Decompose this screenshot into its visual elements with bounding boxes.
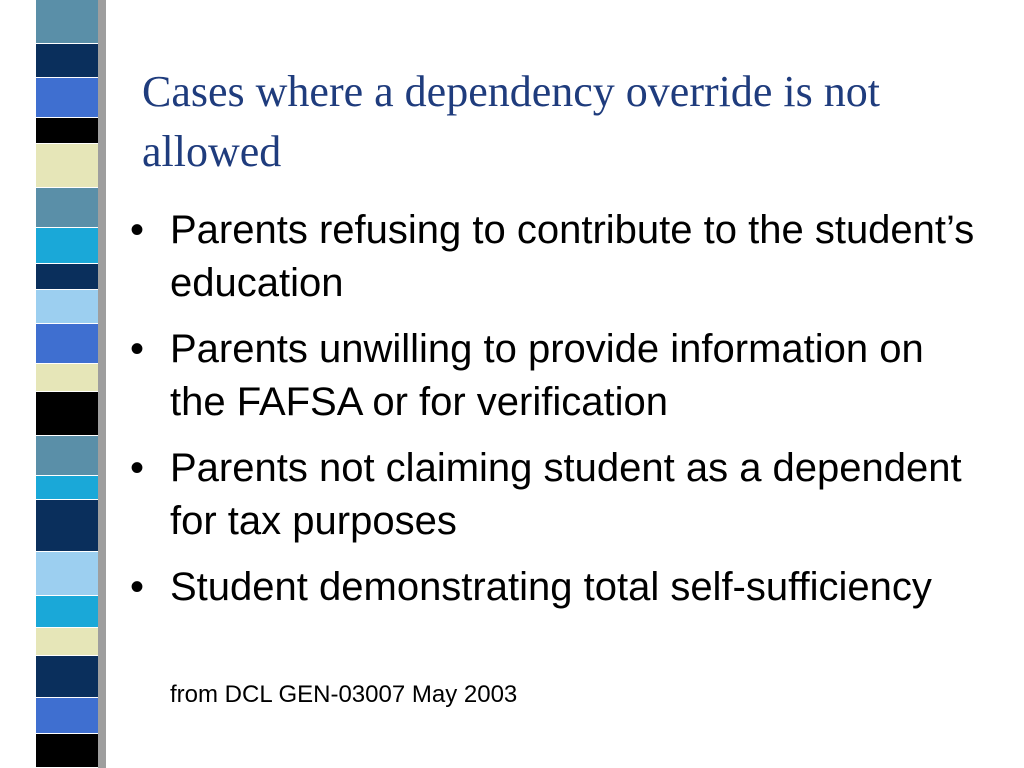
stripe-block <box>36 476 98 500</box>
stripe-block <box>36 628 98 656</box>
stripe-block <box>36 78 98 118</box>
bullet-item <box>128 561 978 614</box>
stripe-block <box>36 364 98 392</box>
stripe-block <box>36 552 98 596</box>
stripe-block <box>36 228 98 264</box>
bullet-text: Parents refusing to contribute to the student’s education <box>170 208 975 305</box>
stripe-block <box>36 44 98 78</box>
stripe-block <box>36 290 98 324</box>
bullet-list <box>128 204 978 627</box>
stripe-block <box>36 500 98 552</box>
bullet-text: Student demonstrating total self-sufficiency <box>170 565 932 609</box>
stripe-block <box>36 118 98 144</box>
decorative-stripe <box>36 0 98 768</box>
bullet-dot-icon: • <box>130 327 145 371</box>
bullet-dot-icon: • <box>130 565 145 609</box>
bullet-item <box>128 204 978 310</box>
source-note: from DCL GEN-03007 May 2003 <box>170 681 518 708</box>
bullet-text: Parents not claiming student as a dependent for tax purposes <box>170 446 962 543</box>
bullet-item <box>128 442 978 548</box>
stripe-block <box>36 436 98 476</box>
stripe-block <box>36 188 98 228</box>
stripe-block <box>36 734 98 768</box>
bullet-dot-icon: • <box>130 208 145 252</box>
stripe-block <box>36 264 98 290</box>
stripe-block <box>36 698 98 734</box>
stripe-block <box>36 0 98 44</box>
stripe-block <box>36 392 98 436</box>
bullet-text: Parents unwilling to provide information on the FAFSA or for verification <box>170 327 924 424</box>
stripe-block <box>36 596 98 628</box>
slide-title: Cases where a dependency override is not allowed <box>142 67 880 176</box>
stripe-block <box>36 144 98 188</box>
stripe-block <box>36 656 98 698</box>
bullet-item <box>128 323 978 429</box>
bullet-dot-icon: • <box>130 446 145 490</box>
stripe-block <box>36 324 98 364</box>
